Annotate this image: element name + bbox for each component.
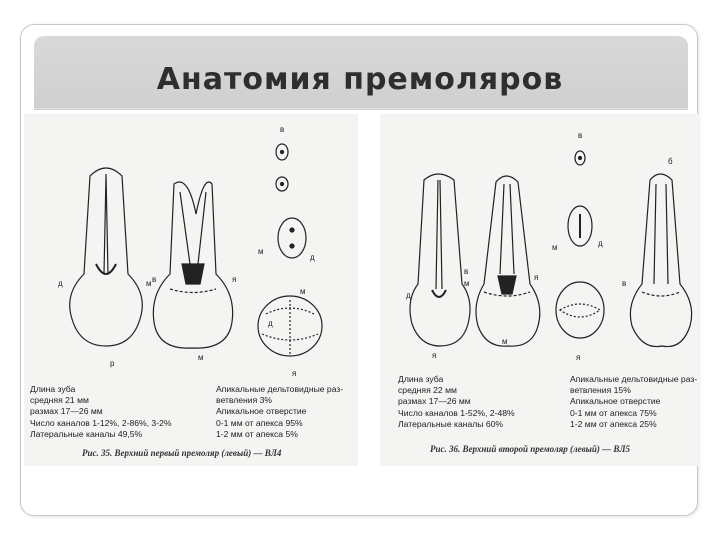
- label-m: м: [552, 243, 558, 252]
- tooth-2-cej: [170, 289, 216, 293]
- caption-line: Число каналов 1-52%, 2-48%: [398, 407, 515, 418]
- fig35-right-caption: [216, 384, 343, 440]
- caption-line: ветвления 3%: [216, 395, 273, 406]
- caption-line: Латеральные каналы 49,5%: [30, 428, 143, 439]
- caption-line: Длина зуба: [30, 384, 76, 394]
- tooth-1-pulp: [96, 264, 116, 274]
- tooth-3-outline: [630, 174, 691, 347]
- tooth-1-canal: [436, 180, 442, 289]
- slide-title: Анатомия премоляров: [156, 62, 564, 97]
- caption-line: Апикальные дельтовидные раз-: [570, 374, 698, 384]
- tooth-1-canal: [104, 174, 108, 274]
- label-d: д: [598, 239, 603, 248]
- fig36-left-caption: [398, 374, 515, 430]
- tooth-2-pulp: [182, 264, 204, 284]
- cross-section-3: [278, 218, 306, 258]
- label-m: м: [464, 279, 470, 288]
- label-cross-d: д: [310, 253, 315, 262]
- label-v-3: в: [622, 279, 627, 288]
- caption-line: средняя 22 мм: [398, 385, 457, 396]
- label-m-2: м: [198, 353, 204, 362]
- caption-line: ветвления 15%: [570, 385, 631, 396]
- label-occl-ya: я: [292, 369, 297, 378]
- label-cross-m: м: [258, 247, 264, 256]
- tooth-2-outline: [476, 176, 540, 346]
- label-m: м: [146, 279, 152, 288]
- label-ya-3: я: [576, 353, 581, 362]
- caption-line: Апикальное отверстие: [570, 396, 661, 407]
- label-ya: я: [432, 351, 437, 360]
- figure-35-caption: Рис. 35. Верхний первый премоляр (левый) — ВЛ4: [82, 448, 282, 458]
- title-divider: [34, 108, 688, 109]
- caption-line: размах 17—26 мм: [398, 396, 471, 407]
- label-v-2: в: [464, 267, 469, 276]
- figure-35-scan: [24, 114, 358, 466]
- label-d: д: [58, 279, 63, 288]
- caption-line: Число каналов 1-12%, 2-86%, 3-2%: [30, 417, 172, 428]
- figure-36-scan: [380, 114, 700, 466]
- caption-line: 0-1 мм от апекса 95%: [216, 417, 303, 428]
- label-m: м: [300, 287, 306, 296]
- fig36-right-caption: [570, 374, 697, 430]
- label-ya-2: я: [232, 275, 237, 284]
- label-d: д: [268, 319, 273, 328]
- label-v: в: [578, 131, 583, 140]
- caption-line: 0-1 мм от апекса 75%: [570, 407, 657, 418]
- label-d: д: [406, 291, 411, 300]
- label-v: в: [280, 125, 285, 134]
- occlusal-view: [556, 282, 604, 338]
- label-b: б: [668, 157, 673, 166]
- figure-36-caption: Рис. 36. Верхний второй премоляр (левый) — ВЛ5: [430, 444, 631, 454]
- caption-line: Апикальные дельтовидные раз-: [216, 384, 344, 394]
- caption-line: 1-2 мм от апекса 5%: [216, 428, 298, 439]
- caption-line: 1-2 мм от апекса 25%: [570, 418, 657, 429]
- label-r: р: [110, 359, 115, 368]
- tooth-2-canal: [500, 184, 514, 274]
- fig35-left-caption: [30, 384, 172, 440]
- label-ya-2: я: [534, 273, 539, 282]
- caption-line: средняя 21 мм: [30, 395, 89, 406]
- caption-line: Латеральные каналы 60%: [398, 418, 504, 429]
- caption-line: Апикальное отверстие: [216, 406, 307, 417]
- caption-line: Длина зуба: [398, 374, 444, 384]
- label-v-2: в: [152, 275, 157, 284]
- label-m-2: м: [502, 337, 508, 346]
- caption-line: размах 17—26 мм: [30, 406, 103, 417]
